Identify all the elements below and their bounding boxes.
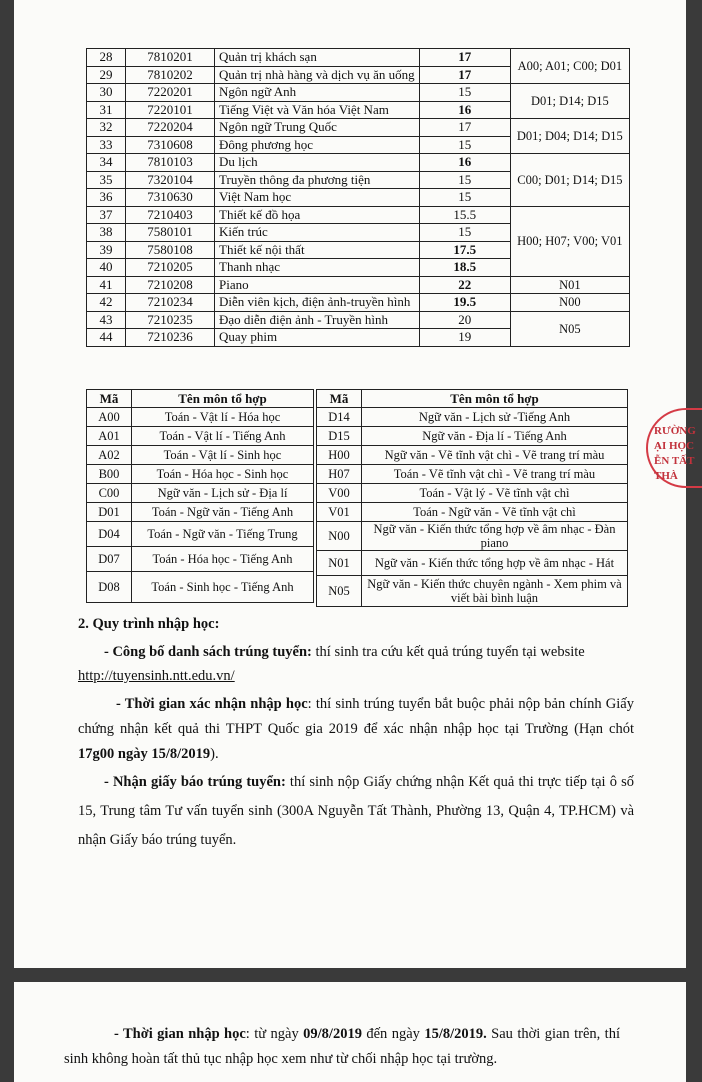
combo-subjects: Ngữ văn - Lịch sử - Địa lí — [132, 484, 314, 503]
combo-subjects: Ngữ văn - Kiến thức tổng hợp về âm nhạc - Hát — [362, 551, 628, 576]
paragraph-enrollment-time: - Thời gian nhập học: từ ngày 09/8/2019 đến ngày 15/8/2019. Sau thời gian trên, thí sinh không hoàn tất thủ tục nhập học xem như từ chối nhập học tại trường. — [64, 1026, 620, 1067]
major-no: 31 — [87, 101, 126, 119]
combo-code: V00 — [317, 484, 362, 503]
major-row — [87, 311, 630, 329]
paragraph-announcement: - Công bố danh sách trúng tuyển: thí sinh tra cứu kết quả trúng tuyển tại website http://tuyensinh.ntt.edu.vn/ — [78, 640, 634, 688]
document-page-1 — [14, 0, 696, 968]
major-code: 7210403 — [126, 206, 215, 224]
major-no: 28 — [87, 49, 126, 67]
major-combo-group: H00; H07; V00; V01 — [510, 206, 629, 276]
red-stamp: RƯỜNG ẠI HỌC ỄN TẤT THÀ — [646, 408, 702, 488]
col-name: Tên môn tổ hợp — [362, 390, 628, 408]
major-no: 38 — [87, 224, 126, 242]
paragraph-receive: - Nhận giấy báo trúng tuyển: thí sinh nộp Giấy chứng nhận Kết quả thi trực tiếp tại ô số 15, Trung tâm Tư vấn tuyển sinh (300A Nguyễn Tất Thành, Phường 13, Quận 4, TP.HCM) và nhận Giấy báo trúng tuyển. — [78, 774, 634, 848]
major-code: 7220101 — [126, 101, 215, 119]
major-name: Ngôn ngữ Anh — [215, 84, 420, 102]
major-code: 7210234 — [126, 294, 215, 312]
combo-row — [317, 522, 628, 551]
combo-row — [87, 484, 314, 503]
major-code: 7310608 — [126, 136, 215, 154]
combo-row — [317, 503, 628, 522]
major-score: 19.5 — [419, 294, 510, 312]
major-score: 17 — [419, 66, 510, 84]
combo-subjects: Toán - Vật lí - Tiếng Anh — [132, 427, 314, 446]
combo-table-right — [316, 389, 628, 607]
major-row — [87, 276, 630, 294]
major-name: Truyền thông đa phương tiện — [215, 171, 420, 189]
paragraph-confirm: - Thời gian xác nhận nhập học: thí sinh trúng tuyển bắt buộc phải nộp bản chính Giấy chứng nhận kết quả thi THPT Quốc gia 2019 để xác nhận nhập học tại Trường (Hạn chót 17g00 ngày 15/8/2019). — [78, 696, 634, 762]
major-score: 18.5 — [419, 259, 510, 277]
major-name: Quản trị khách sạn — [215, 49, 420, 67]
major-code: 7580108 — [126, 241, 215, 259]
major-combo-group: D01; D14; D15 — [510, 84, 629, 119]
major-row — [87, 206, 630, 224]
combo-subjects: Toán - Vẽ tĩnh vật chì - Vẽ trang trí màu — [362, 465, 628, 484]
major-name: Quản trị nhà hàng và dịch vụ ăn uống — [215, 66, 420, 84]
combo-row — [317, 576, 628, 607]
major-no: 33 — [87, 136, 126, 154]
major-no: 30 — [87, 84, 126, 102]
major-no: 43 — [87, 311, 126, 329]
major-score: 16 — [419, 101, 510, 119]
combo-row — [87, 465, 314, 484]
combo-row — [317, 551, 628, 576]
major-name: Đông phương học — [215, 136, 420, 154]
major-name: Đạo diễn điện ảnh - Truyền hình — [215, 311, 420, 329]
major-no: 29 — [87, 66, 126, 84]
major-no: 39 — [87, 241, 126, 259]
combo-row — [317, 484, 628, 503]
major-no: 37 — [87, 206, 126, 224]
combo-subjects: Toán - Vật lí - Sinh học — [132, 446, 314, 465]
combo-code: V01 — [317, 503, 362, 522]
major-no: 34 — [87, 154, 126, 172]
combo-code: D14 — [317, 408, 362, 427]
combo-subjects: Ngữ văn - Địa lí - Tiếng Anh — [362, 427, 628, 446]
major-name: Thiết kế đồ họa — [215, 206, 420, 224]
major-combo-group: D01; D04; D14; D15 — [510, 119, 629, 154]
combo-code: A00 — [87, 408, 132, 427]
combo-code: A02 — [87, 446, 132, 465]
combo-code: D15 — [317, 427, 362, 446]
website-link[interactable]: http://tuyensinh.ntt.edu.vn/ — [78, 668, 235, 684]
combo-subjects: Ngữ văn - Kiến thức tổng hợp về âm nhạc - Đàn piano — [362, 522, 628, 551]
major-score: 20 — [419, 311, 510, 329]
combo-row — [317, 446, 628, 465]
major-code: 7220201 — [126, 84, 215, 102]
major-name: Piano — [215, 276, 420, 294]
major-combo-group: A00; A01; C00; D01 — [510, 49, 629, 84]
combo-code: D07 — [87, 547, 132, 572]
combo-code: C00 — [87, 484, 132, 503]
major-code: 7210235 — [126, 311, 215, 329]
major-score: 16 — [419, 154, 510, 172]
combo-code: B00 — [87, 465, 132, 484]
combo-subjects: Ngữ văn - Vẽ tĩnh vật chì - Vẽ trang trí màu — [362, 446, 628, 465]
major-code: 7320104 — [126, 171, 215, 189]
major-code: 7810202 — [126, 66, 215, 84]
combo-row — [317, 465, 628, 484]
major-row — [87, 119, 630, 137]
combo-row — [87, 446, 314, 465]
combo-subjects: Ngữ văn - Lịch sử -Tiếng Anh — [362, 408, 628, 427]
combo-code: A01 — [87, 427, 132, 446]
combo-row — [317, 427, 628, 446]
major-no: 36 — [87, 189, 126, 207]
major-code: 7310630 — [126, 189, 215, 207]
major-row — [87, 84, 630, 102]
major-score: 22 — [419, 276, 510, 294]
majors-score-table — [86, 48, 630, 347]
major-name: Ngôn ngữ Trung Quốc — [215, 119, 420, 137]
major-no: 42 — [87, 294, 126, 312]
combo-subjects: Toán - Hóa học - Tiếng Anh — [132, 547, 314, 572]
major-name: Quay phim — [215, 329, 420, 347]
combo-code: D01 — [87, 503, 132, 522]
combo-table-left — [86, 389, 314, 603]
combo-row — [87, 522, 314, 547]
major-no: 44 — [87, 329, 126, 347]
major-name: Tiếng Việt và Văn hóa Việt Nam — [215, 101, 420, 119]
major-name: Du lịch — [215, 154, 420, 172]
combo-subjects: Toán - Vật lí - Hóa học — [132, 408, 314, 427]
major-combo-group: C00; D01; D14; D15 — [510, 154, 629, 207]
major-score: 15 — [419, 189, 510, 207]
combo-subjects: Toán - Ngữ văn - Tiếng Trung — [132, 522, 314, 547]
combo-subjects: Toán - Ngữ văn - Vẽ tĩnh vật chì — [362, 503, 628, 522]
major-row — [87, 49, 630, 67]
combo-row — [87, 408, 314, 427]
col-name: Tên môn tổ hợp — [132, 390, 314, 408]
combo-row — [87, 427, 314, 446]
col-code: Mã — [87, 390, 132, 408]
combo-code: H07 — [317, 465, 362, 484]
major-code: 7810201 — [126, 49, 215, 67]
section-heading: 2. Quy trình nhập học: — [78, 616, 220, 632]
combo-row — [87, 572, 314, 603]
combo-code: D04 — [87, 522, 132, 547]
col-code: Mã — [317, 390, 362, 408]
major-code: 7580101 — [126, 224, 215, 242]
combo-row — [317, 408, 628, 427]
major-score: 17.5 — [419, 241, 510, 259]
major-no: 35 — [87, 171, 126, 189]
major-code: 7810103 — [126, 154, 215, 172]
major-row — [87, 154, 630, 172]
major-code: 7210236 — [126, 329, 215, 347]
major-score: 15.5 — [419, 206, 510, 224]
major-combo-group: N05 — [510, 311, 629, 346]
major-score: 15 — [419, 171, 510, 189]
combo-subjects: Toán - Vật lý - Vẽ tĩnh vật chì — [362, 484, 628, 503]
major-name: Việt Nam học — [215, 189, 420, 207]
combo-code: D08 — [87, 572, 132, 603]
major-combo-group: N01 — [510, 276, 629, 294]
major-row — [87, 294, 630, 312]
major-name: Thanh nhạc — [215, 259, 420, 277]
combo-subjects: Ngữ văn - Kiến thức chuyên ngành - Xem phim và viết bài bình luận — [362, 576, 628, 607]
combo-code: N01 — [317, 551, 362, 576]
major-name: Thiết kế nội thất — [215, 241, 420, 259]
major-score: 15 — [419, 224, 510, 242]
major-score: 15 — [419, 136, 510, 154]
combo-code: N00 — [317, 522, 362, 551]
major-score: 17 — [419, 119, 510, 137]
combo-subjects: Toán - Sinh học - Tiếng Anh — [132, 572, 314, 603]
major-code: 7220204 — [126, 119, 215, 137]
major-score: 15 — [419, 84, 510, 102]
major-no: 32 — [87, 119, 126, 137]
combo-code: H00 — [317, 446, 362, 465]
combo-subjects: Toán - Ngữ văn - Tiếng Anh — [132, 503, 314, 522]
major-name: Kiến trúc — [215, 224, 420, 242]
document-page-2 — [14, 982, 686, 1082]
major-code: 7210208 — [126, 276, 215, 294]
major-no: 41 — [87, 276, 126, 294]
major-score: 17 — [419, 49, 510, 67]
combo-row — [87, 503, 314, 522]
major-combo-group: N00 — [510, 294, 629, 312]
major-code: 7210205 — [126, 259, 215, 277]
major-no: 40 — [87, 259, 126, 277]
major-score: 19 — [419, 329, 510, 347]
major-name: Diễn viên kịch, điện ảnh-truyền hình — [215, 294, 420, 312]
combo-row — [87, 547, 314, 572]
combo-subjects: Toán - Hóa học - Sinh học — [132, 465, 314, 484]
combo-code: N05 — [317, 576, 362, 607]
